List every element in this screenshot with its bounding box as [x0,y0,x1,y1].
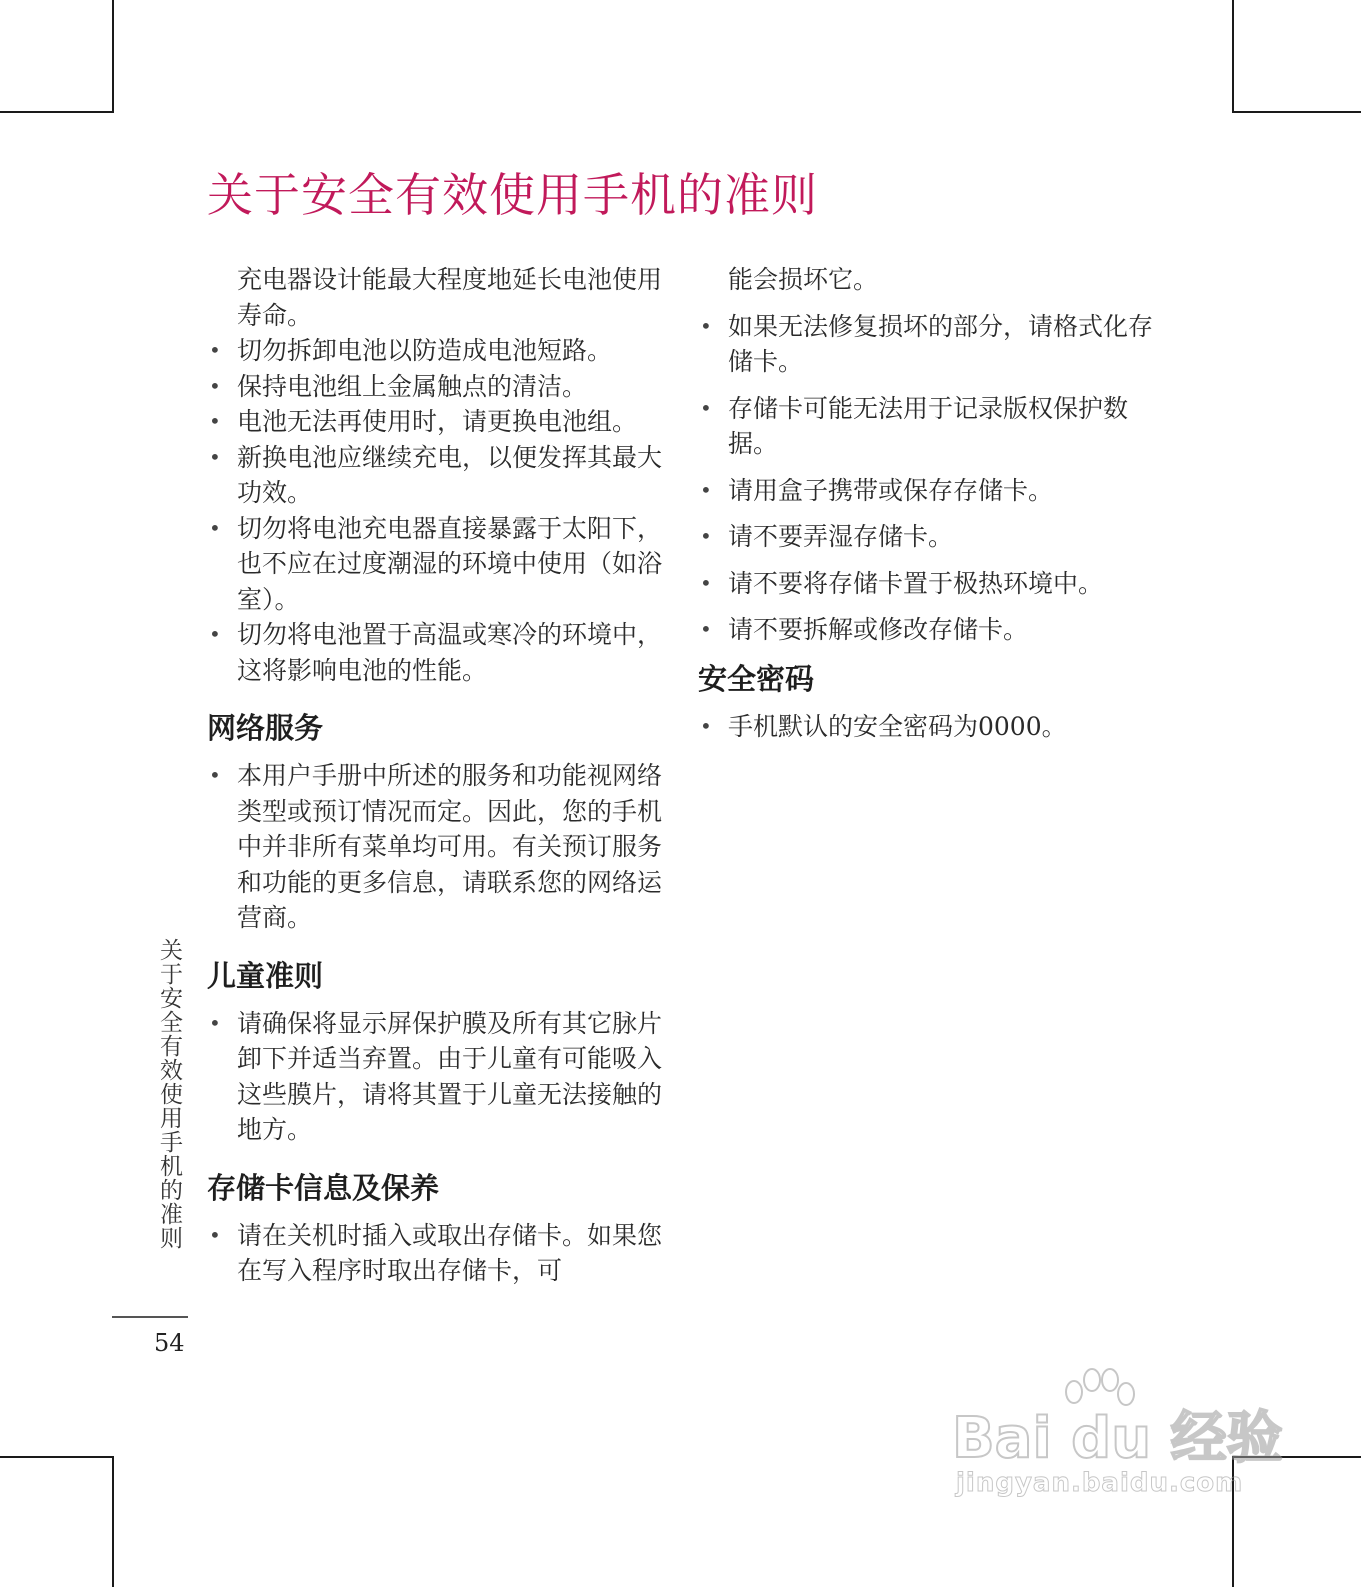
sidebar-divider [112,1316,188,1318]
continued-text: 能会损坏它。 [728,265,879,294]
bullet-icon: • [209,373,221,398]
list-item: • 请不要将存储卡置于极热环境中。 [698,566,1153,602]
section-heading-children: 儿童准则 [207,958,324,993]
list-item: • 保持电池组上金属触点的清洁。 [207,369,662,405]
battery-list [207,333,662,688]
crop-mark [0,1456,113,1458]
right-column [698,262,1153,755]
section-heading-security: 安全密码 [698,661,815,696]
bullet-icon: • [700,395,712,420]
sidebar-section-label: 关于安全有效使用手机的准则 [156,938,182,1250]
page-title: 关于安全有效使用手机的准则 [207,168,818,222]
list-item: • 请用盒子携带或保存存储卡。 [698,473,1153,509]
left-column [207,262,662,1289]
network-list [207,758,662,936]
bullet-icon: • [209,515,221,540]
bullet-icon: • [700,617,712,641]
list-item: • 切勿拆卸电池以防造成电池短路。 [207,333,662,369]
list-item: • 请确保将显示屏保护膜及所有其它脉片卸下并适当弃置。由于儿童有可能吸入这些膜片，请将其置于儿童无法接触的地方。 [207,1006,662,1148]
bullet-icon: • [700,570,712,595]
memory-list-left [207,1218,662,1289]
list-item: • 存储卡可能无法用于记录版权保护数据。 [698,391,1153,462]
page-number: 54 [154,1329,185,1357]
bullet-icon: • [209,338,221,362]
memory-list-right [698,309,1153,648]
section-heading-network: 网络服务 [207,711,324,745]
list-item: • 请在关机时插入或取出存储卡。如果您在写入程序时取出存储卡，可 [207,1218,662,1289]
bullet-icon: • [209,409,221,433]
security-list [698,709,1153,745]
list-item: • 请不要弄湿存储卡。 [698,519,1153,555]
section-heading-memory-card: 存储卡信息及保养 [207,1170,440,1205]
list-item: • 电池无法再使用时，请更换电池组。 [207,404,662,440]
list-item: • 切勿将电池充电器直接暴露于太阳下，也不应在过度潮湿的环境中使用（如浴室）。 [207,511,662,618]
list-item: • 新换电池应继续充电，以便发挥其最大功效。 [207,440,662,511]
crop-mark [112,0,114,113]
baidu-watermark [952,1372,1283,1512]
bullet-icon: • [209,622,221,646]
watermark-url: jingyan.baidu.com [956,1468,1244,1498]
bullet-icon: • [209,1222,221,1247]
bullet-icon: • [209,444,221,469]
list-item: • 请不要拆解或修改存储卡。 [698,612,1153,648]
bullet-icon: • [209,1010,221,1035]
continued-paragraph: 充电器设计能最大程度地延长电池使用寿命。 [237,265,663,330]
crop-mark [1232,0,1234,113]
list-item: • 切勿将电池置于高温或寒冷的环境中，这将影响电池的性能。 [207,617,662,688]
crop-mark [1232,111,1361,113]
watermark-logo-text: Bai du 经验 [952,1406,1283,1471]
bullet-icon: • [700,524,712,548]
crop-mark [112,1456,114,1587]
list-item: • 本用户手册中所述的服务和功能视网络类型或预订情况而定。因此，您的手机中并非所有菜单均可用。有关预订服务和功能的更多信息，请联系您的网络运营商。 [207,758,662,936]
bullet-icon: • [700,313,712,338]
bullet-icon: • [209,763,221,787]
children-list [207,1006,662,1148]
list-item: • 如果无法修复损坏的部分，请格式化存储卡。 [698,309,1153,380]
bullet-icon: • [700,713,712,738]
crop-mark [0,111,113,113]
bullet-icon: • [700,477,712,502]
list-item: • 手机默认的安全密码为0000。 [698,709,1153,745]
